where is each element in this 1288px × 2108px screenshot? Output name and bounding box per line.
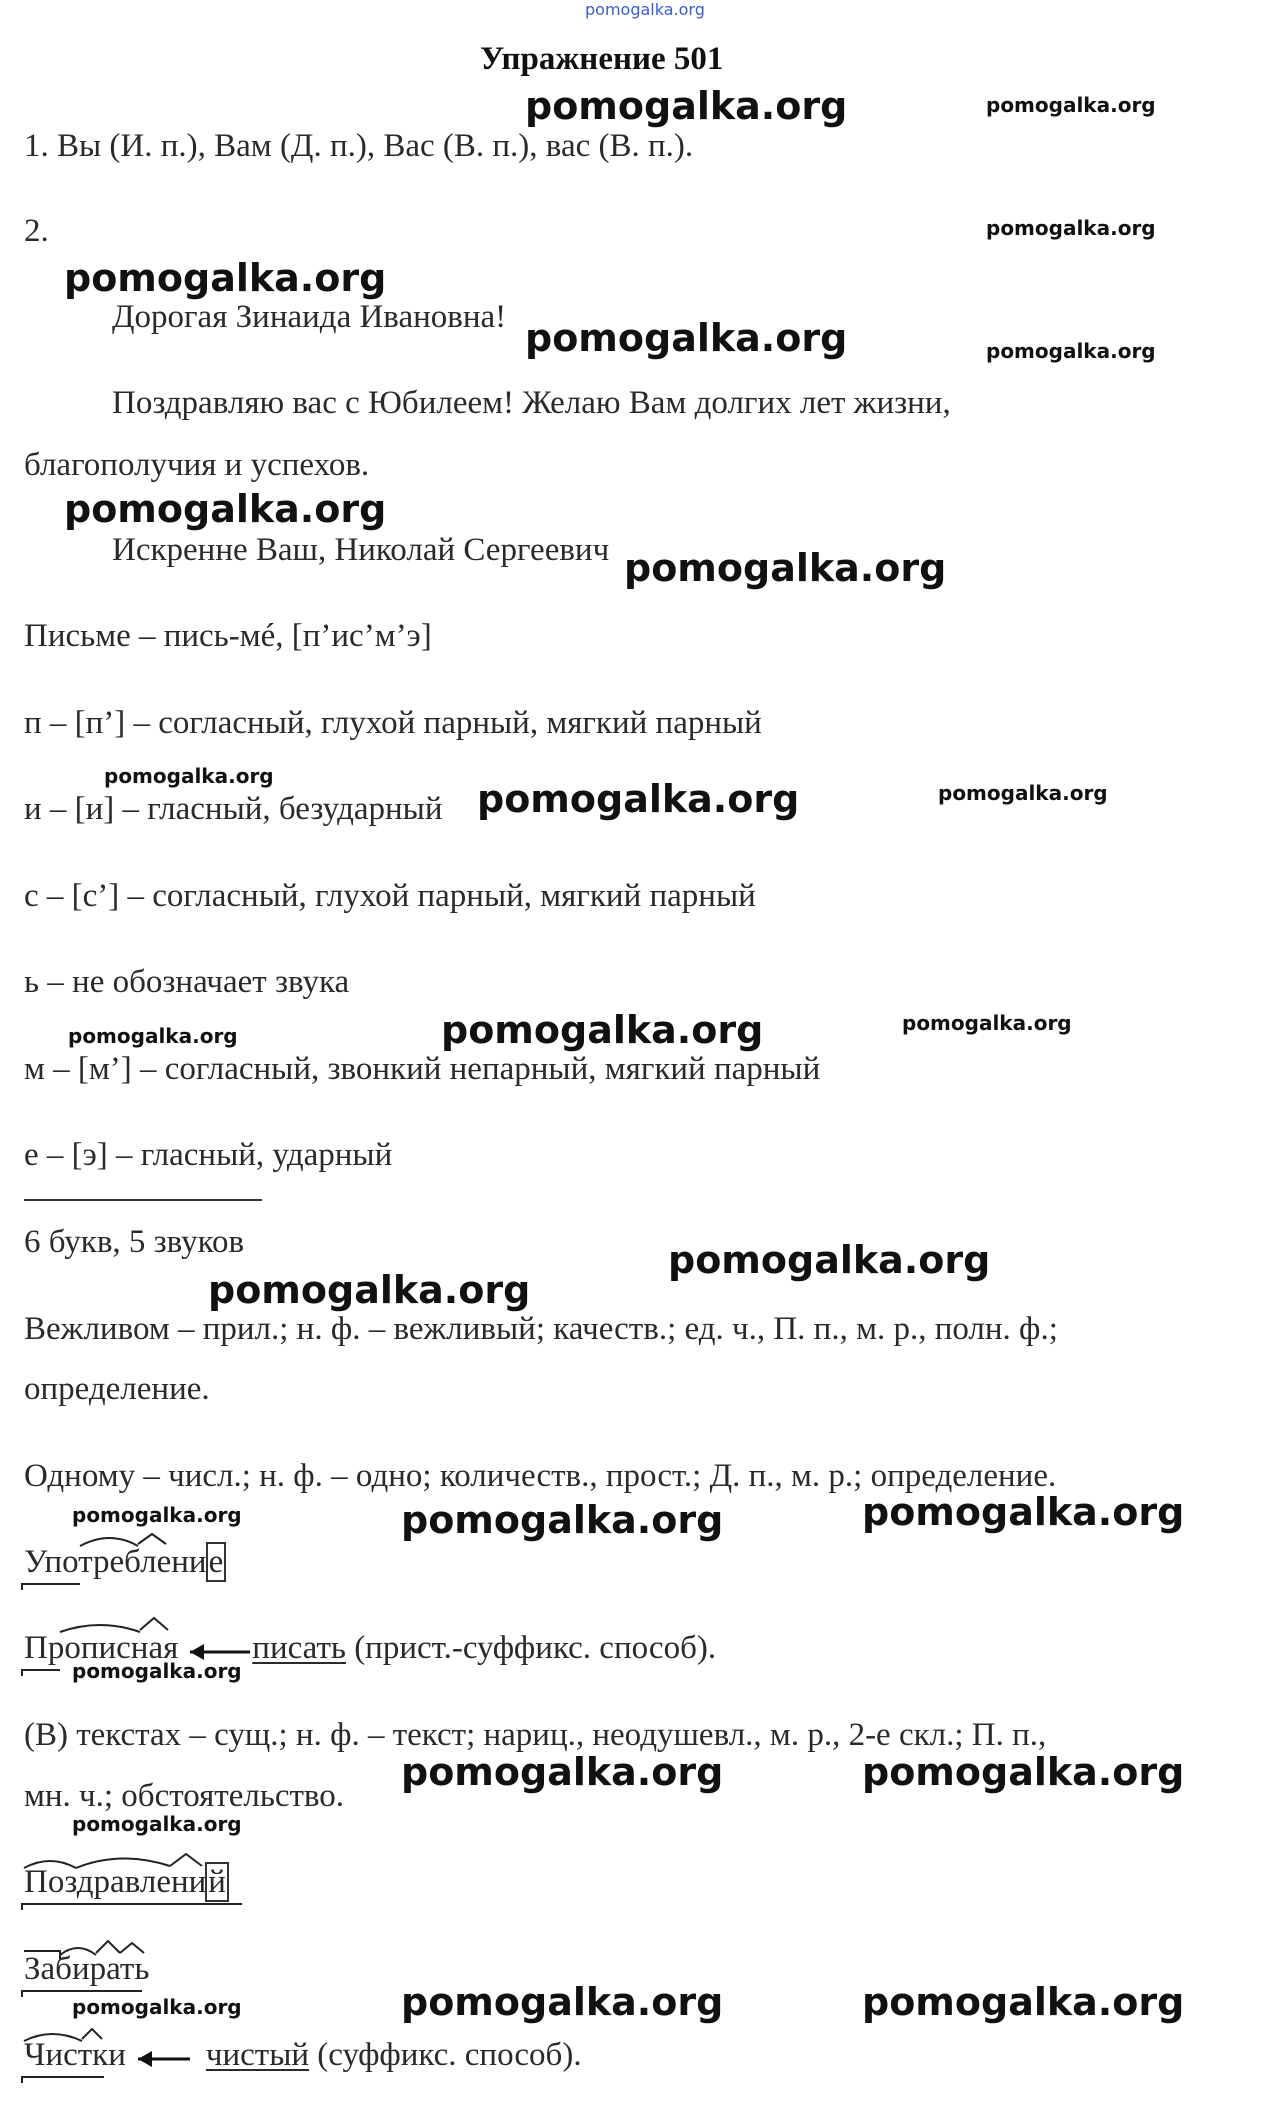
word-zabirat: Забирать [24, 1951, 150, 1987]
phonetic-line-m: м – [м’] – согласный, звонкий непарный, мягкий парный [24, 1051, 821, 1087]
summary-divider [24, 1199, 262, 1201]
watermark: pomogalka.org [986, 216, 1156, 240]
word-chistyy-note: (суффикс. способ). [309, 2037, 582, 2073]
watermark: pomogalka.org [862, 1980, 1185, 2024]
phonetic-line-i: и – [и] – гласный, безударный [24, 791, 443, 827]
word-pisat-note: (прист.-суффикс. способ). [345, 1630, 717, 1666]
word-propisnaya: Прописная [24, 1630, 179, 1666]
watermark: pomogalka.org [72, 1995, 242, 2019]
chistki-morpheme-marks [20, 2021, 220, 2091]
watermark: pomogalka.org [986, 93, 1156, 117]
watermark: pomogalka.org [401, 1750, 724, 1794]
watermark: pomogalka.org [64, 487, 387, 531]
site-mark: pomogalka.org [585, 0, 705, 19]
watermark: pomogalka.org [72, 1659, 242, 1683]
word-pozdravleniy-ending: й [205, 1862, 229, 1902]
phonetic-line-e: е – [э] – гласный, ударный [24, 1137, 393, 1173]
watermark: pomogalka.org [401, 1498, 724, 1542]
watermark: pomogalka.org [862, 1490, 1185, 1534]
pozdravleniy-morpheme-marks [20, 1848, 260, 1918]
word-chistki: Чистки [24, 2037, 126, 2073]
watermark: pomogalka.org [68, 1024, 238, 1048]
phonetic-line-s: с – [с’] – согласный, глухой парный, мягкий парный [24, 878, 756, 914]
exercise-title: Упражнение 501 [480, 41, 724, 77]
watermark: pomogalka.org [401, 1980, 724, 2024]
phonetic-line-p: п – [п’] – согласный, глухой парный, мягкий парный [24, 705, 762, 741]
phonetic-header: Письме – пись-мé, [п’ис’м’э] [24, 618, 432, 654]
letter-body-line-1: Поздравляю вас с Юбилеем! Желаю Вам долгих лет жизни, [112, 385, 951, 421]
morph-tekstah-line-2: мн. ч.; обстоятельство. [24, 1778, 345, 1814]
phonetic-summary: 6 букв, 5 звуков [24, 1224, 245, 1260]
item-2-number: 2. [24, 213, 49, 249]
watermark: pomogalka.org [986, 339, 1156, 363]
word-upotreblenie-ending: е [206, 1542, 227, 1582]
watermark: pomogalka.org [862, 1750, 1185, 1794]
watermark: pomogalka.org [624, 546, 947, 590]
letter-signature: Искренне Ваш, Николай Сергеевич [112, 532, 610, 568]
word-pisat: писать [252, 1630, 346, 1666]
watermark: pomogalka.org [668, 1238, 991, 1282]
watermark: pomogalka.org [72, 1503, 242, 1527]
letter-greeting: Дорогая Зинаида Ивановна! [112, 299, 507, 335]
watermark: pomogalka.org [477, 777, 800, 821]
phonetic-line-soft-sign: ь – не обозначает звука [24, 964, 350, 1000]
morph-vezhlivom-line-1: Вежливом – прил.; н. ф. – вежливый; качеств.; ед. ч., П. п., м. р., полн. ф.; [24, 1311, 1058, 1347]
watermark: pomogalka.org [72, 1812, 242, 1836]
upotreblenie-morpheme-marks [20, 1528, 250, 1598]
item-1: 1. Вы (И. п.), Вам (Д. п.), Вас (В. п.), вас (В. п.). [24, 128, 694, 164]
watermark: pomogalka.org [938, 781, 1108, 805]
word-chistyy: чистый [205, 2037, 310, 2073]
letter-body-line-2: благополучия и успехов. [24, 447, 370, 483]
watermark: pomogalka.org [525, 84, 848, 128]
watermark: pomogalka.org [525, 316, 848, 360]
morph-tekstah-line-1: (В) текстах – сущ.; н. ф. – текст; нариц., неодушевл., м. р., 2-е скл.; П. п., [24, 1717, 1047, 1753]
word-upotreblenie-stem: Употреблени [24, 1544, 207, 1580]
watermark: pomogalka.org [104, 764, 274, 788]
morph-odnomu: Одному – числ.; н. ф. – одно; количеств., прост.; Д. п., м. р.; определение. [24, 1458, 1057, 1494]
watermark: pomogalka.org [208, 1268, 531, 1312]
watermark: pomogalka.org [902, 1011, 1072, 1035]
morph-vezhlivom-line-2: определение. [24, 1371, 210, 1407]
watermark: pomogalka.org [64, 256, 387, 300]
word-pozdravleniy-stem: Поздравлени [24, 1864, 207, 1900]
watermark: pomogalka.org [441, 1008, 764, 1052]
